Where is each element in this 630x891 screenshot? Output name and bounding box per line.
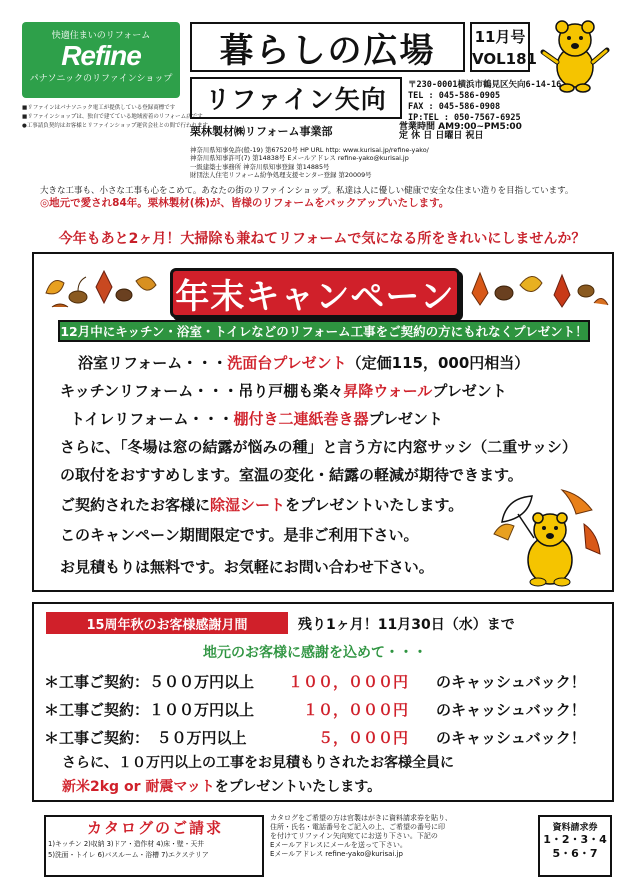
kitchen-offer-label: キッチンリフォーム・・・吊り戸棚も楽々 [60,382,344,400]
cashback-row [44,727,586,748]
newsletter-title: 暮らしの広場 [219,30,436,71]
catalog-item-row: 5)洗面・トイレ 6)バスルーム・浴槽 7)エクステリア [48,851,209,859]
logo-notes [22,104,214,131]
kitchen-offer [60,380,507,401]
license-line: 一級建築士事務所 神奈川県知事登録 第14885号 [190,162,330,171]
bath-offer-gift: 洗面台プレゼント [227,354,347,372]
request-coupon-numbers: 5・6・7 [552,847,598,860]
sheet-offer-gift: 除湿シート [210,496,286,514]
license-line: 神奈川県知事免許(般-19) 第67520号 HP URL http: www.kurisai.jp/refine-yako/ [190,146,429,154]
newsletter-title-box [190,22,465,72]
bath-offer [78,352,529,373]
request-coupon-title: 資料請求券 [552,823,598,833]
cashback-amount: ５，０００円 [288,729,409,747]
catalog-note-line: Eメールアドレスにメールを送って下さい。 [270,841,407,849]
intro-red-line: ◎地元で愛され84年。栗林製材(株)が、皆様のリフォームをバックアップいたします。 [40,197,450,209]
cashback-tail: のキャッシュバック！ [436,673,586,691]
catalog-title: カタログのご請求 [86,819,223,837]
logo-brand: Refine [61,40,141,71]
anniversary-extra-tail: をプレゼントいたします。 [214,779,382,795]
catalog-note-line: 住所・氏名・電話番号をご記入の上、ご希望の番号に印 [270,823,445,831]
toilet-offer-tail: プレゼント [368,410,443,428]
logo-sub: パナソニックのリファインショップ [29,74,173,84]
catalog-note-email: Eメールアドレス refine-yako@kurisai.jp [270,850,403,858]
anniversary-extra-1: さらに、１０万円以上の工事をお見積もりされたお客様全員に [62,755,454,771]
license-line: 財団法人住宅リフォーム紛争処理支援センター登録 第20009号 [190,171,372,180]
anniversary-deadline: 残り1ヶ月！11月30日（水）まで [298,617,515,633]
license-info [190,146,610,180]
holiday-label: 定 休 日 [399,131,433,141]
address-fax: FAX : 045-586-0908 [408,102,501,112]
toilet-offer-gift: 棚付き二連紙巻き器 [233,410,369,428]
sheet-offer-tail: をプレゼントいたします。 [285,496,464,514]
cashback-tail: のキャッシュバック！ [436,701,586,719]
logo-note: ■リファインショップは、独自で建てている地域密着のリフォーム店です [22,114,203,120]
company-name: 栗林製材㈱リフォーム事業部 [190,125,333,138]
issue-volume: VOL181 [472,50,537,68]
rice-mat-gift: 新米2kg or 耐震マット [62,779,215,795]
logo-tagline: 快適住まいのリフォーム [51,31,151,41]
cashback-row [44,699,586,720]
catalog-note [270,814,532,859]
cashback-tail: のキャッシュバック！ [436,729,586,747]
campaign-headline: 今年もあと2ヶ月！大掃除も兼ねてリフォームで気になる所をきれいにしませんか？ [58,231,586,247]
toilet-offer-label: トイレリフォーム・・・ [70,410,234,428]
issue-box [470,22,537,72]
hours-label: 営業時間 [399,122,436,132]
catalog-note-line: を付けてリファイン矢向宛てにお送り下さい。下記の [270,832,438,840]
business-hours [399,123,522,141]
license-line: 神奈川県知事許可(7) 第14838号 Eメールアドレス refine-yako@kurisai.jp [190,154,409,163]
cashback-amount: １００，０００円 [288,673,409,691]
hours-value: AM9:00~PM5:00 [438,122,522,132]
logo-note: ●工事請負契約はお客様とリファインショップ運営会社との間で行われます。 [22,123,214,129]
shop-name: リファイン矢向 [190,77,402,119]
intro-line: 大きな工事も、小さな工事も心をこめて。あなたの街のリファインショップ。私達は人に優しい健康で安全な住まい造りを目指しています。 [40,186,574,196]
anniversary-extra-2 [62,776,381,796]
limited-period-text: このキャンペーン期間限定です。是非ご利用下さい。 [60,526,419,544]
free-estimate-text: お見積もりは無料です。お気軽にお問い合わせ下さい。 [60,558,434,576]
address-ip-tel: IP:TEL : 050-7567-6925 [408,113,521,123]
address-tel: TEL : 045-586-0905 [408,91,501,101]
bath-offer-price: （定価115，000円相当） [346,354,530,372]
cashback-label: ＊工事ご契約：５００万円以上 [44,673,255,691]
anniversary-tag: 15周年秋のお客様感謝月間 [46,612,288,634]
sheet-offer-label: ご契約されたお客様に [60,496,211,514]
sheet-offer [60,494,463,515]
toilet-offer [70,408,443,429]
kitchen-offer-gift: 昇降ウォール [343,382,433,400]
cashback-label: ＊工事ご契約：１００万円以上 [44,701,255,719]
catalog-items [48,839,263,861]
catalog-note-line: カタログをご希望の方は官製はがきに資料請求券を貼り、 [270,814,452,822]
address-line: 〒230-0001横浜市鶴見区矢向6-14-16 [408,80,562,90]
company-row [190,122,610,141]
year-end-campaign-banner: 年末キャンペーン [170,268,460,318]
intro [40,185,615,209]
autumn-leaves-icon [38,263,163,311]
sash-text-1: さらに、「冬場は窓の結露が悩みの種」と言う方に内窓サッシ（二重サッシ） [60,438,577,456]
cashback-amount: １０，０００円 [288,701,409,719]
shop-address [408,80,608,124]
issue-month: 11月号 [474,28,526,46]
autumn-leaves-icon [462,263,610,311]
bath-offer-label: 浴室リフォーム・・・ [78,354,228,372]
sash-text-2: の取付をおすすめします。室温の変化・結露の軽減が期待できます。 [60,466,523,484]
anniversary-thanks: 地元のお客様に感謝を込めて・・・ [203,645,427,661]
request-coupon-numbers: 1・2・3・4 [543,833,607,846]
refine-logo [22,22,180,98]
kitchen-offer-tail: プレゼント [432,382,507,400]
campaign-condition-bar: 12月中にキッチン・浴室・トイレなどのリフォーム工事をご契約の方にもれなくプレゼント！ [58,320,590,342]
holiday-value: 日曜日 祝日 [435,131,484,141]
cashback-label: ＊工事ご契約： ５０万円以上 [44,729,247,747]
bear-umbrella-icon [488,474,606,590]
logo-note: ■リファインはパナソニック電工が提供している登録商標です [22,105,176,111]
catalog-item-row: 1)キッチン 2)収納 3)ドア・造作材 4)床・壁・天井 [48,840,205,848]
request-coupon [538,815,612,877]
cashback-row [44,671,586,692]
